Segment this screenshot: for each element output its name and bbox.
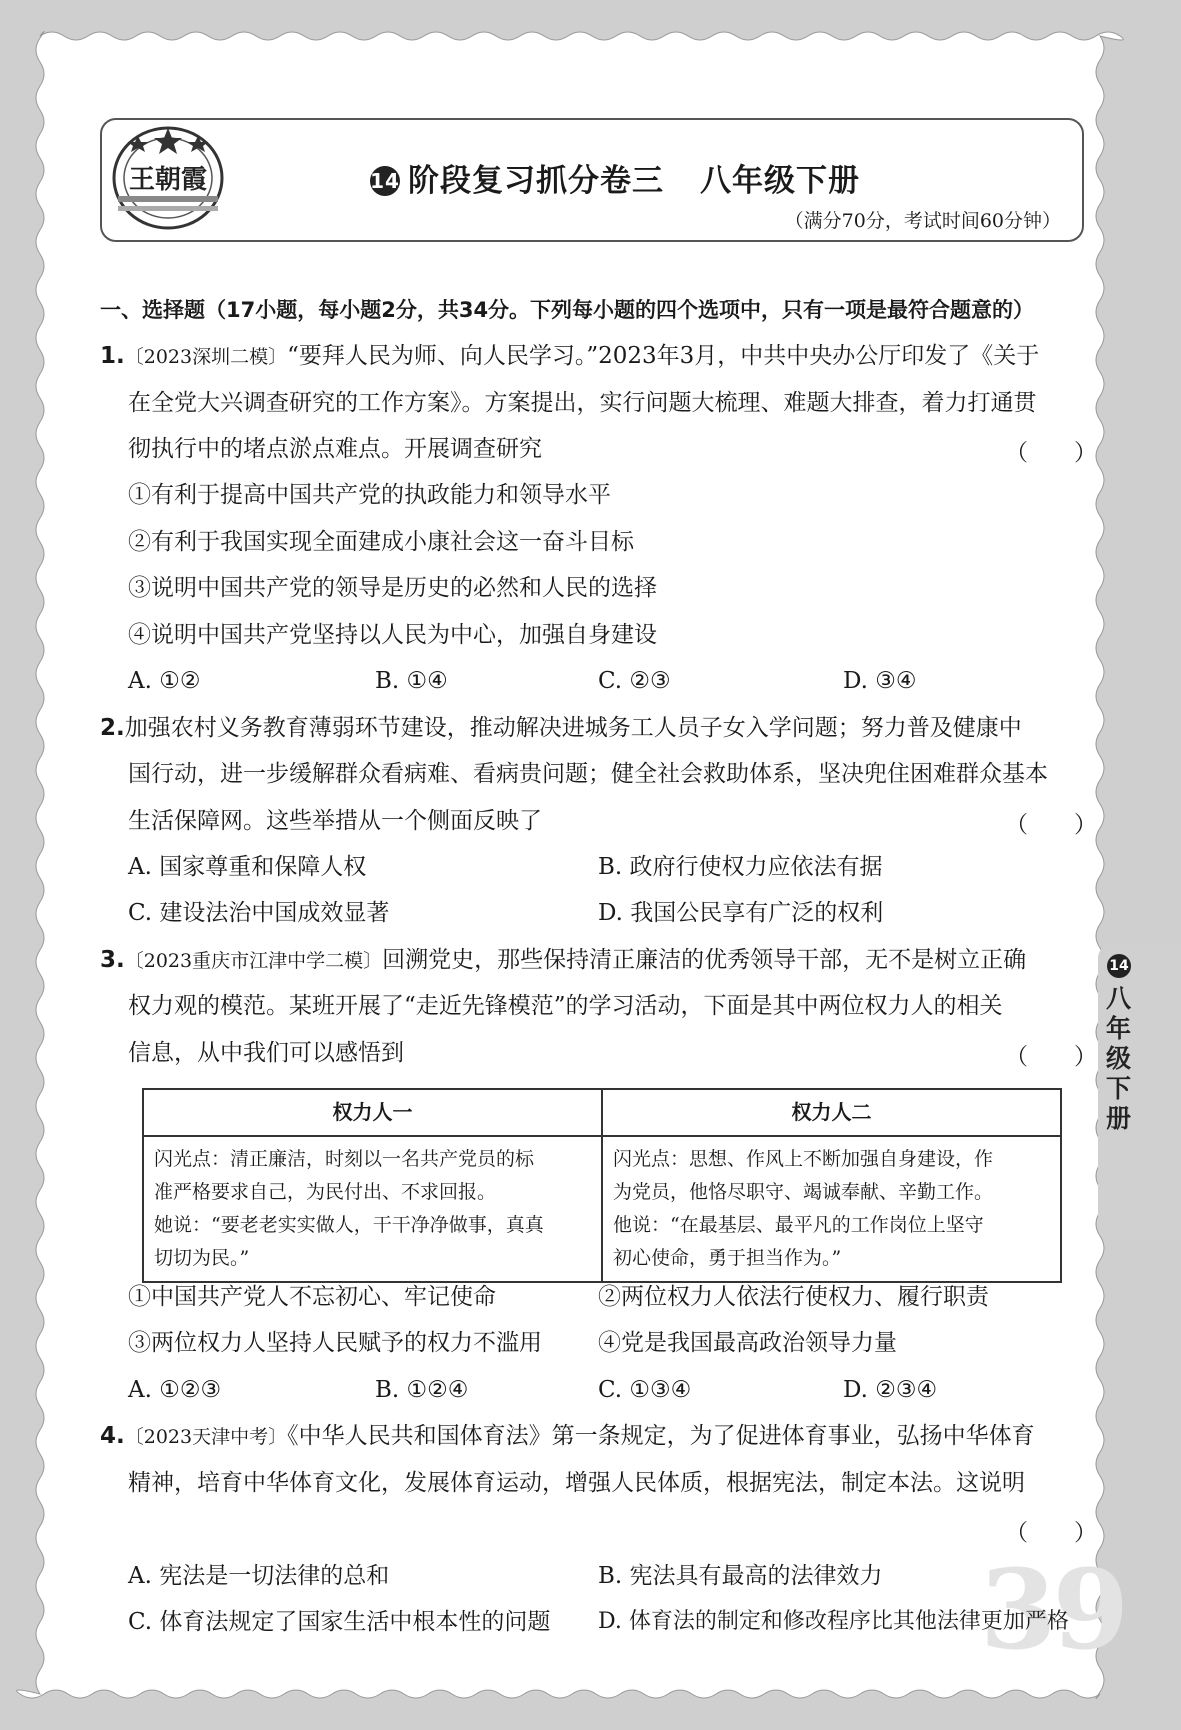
statement-item: ④党是我国最高政治领导力量 <box>598 1330 897 1356</box>
option-a: A. 宪法是一切法律的总和 <box>128 1563 390 1589</box>
statement-item: ①中国共产党人不忘初心、牢记使命 <box>128 1284 496 1310</box>
table-line: 准严格要求自己，为民付出、不求回报。 <box>154 1181 497 1203</box>
option-a: A. ①② <box>128 668 201 694</box>
question-text: 生活保障网。这些举措从一个侧面反映了 <box>128 808 542 834</box>
info-table <box>142 1088 1062 1283</box>
table-line: 切切为民。” <box>154 1247 250 1269</box>
option-b: B. 宪法具有最高的法律效力 <box>598 1563 883 1589</box>
question-text: 精神，培育中华体育文化，发展体育运动，增强人民体质，根据宪法，制定本法。这说明 <box>128 1470 1025 1496</box>
option-a: A. ①②③ <box>128 1377 222 1403</box>
title-grade: 八年级下册 <box>700 163 860 199</box>
answer-blank: （ ） <box>1005 440 1097 466</box>
statement-item: ③说明中国共产党的领导是历史的必然和人民的选择 <box>128 575 657 601</box>
volume-number-badge: 14 <box>370 166 400 196</box>
option-b: B. ①④ <box>375 668 448 694</box>
option-c: C. 建设法治中国成效显著 <box>128 900 390 926</box>
option-d: D. 我国公民享有广泛的权利 <box>598 900 884 926</box>
page-number: 39 <box>980 1545 1126 1674</box>
option-d: D. ③④ <box>843 668 917 694</box>
table-cell-col1 <box>143 1136 602 1282</box>
statement-item: ③两位权力人坚持人民赋予的权力不滥用 <box>128 1330 542 1356</box>
question-3 <box>100 945 1026 976</box>
option-c: C. ②③ <box>598 668 671 694</box>
table-header-col2: 权力人二 <box>602 1089 1061 1136</box>
question-text: “要拜人民为师、向人民学习。”2023年3月，中共中央办公厅印发了《关于 <box>287 343 1040 369</box>
table-header-col1: 权力人一 <box>143 1089 602 1136</box>
option-a: A. 国家尊重和保障人权 <box>128 854 367 880</box>
answer-blank: （ ） <box>1005 812 1097 838</box>
question-number: 4. <box>100 1423 125 1449</box>
statement-item: ④说明中国共产党坚持以人民为中心，加强自身建设 <box>128 622 657 648</box>
statement-item: ②两位权力人依法行使权力、履行职责 <box>598 1284 989 1310</box>
logo-text: 王朝霞 <box>128 165 208 195</box>
question-text: 《中华人民共和国体育法》第一条规定，为了促进体育事业，弘扬中华体育 <box>287 1423 1035 1449</box>
option-d: D. ②③④ <box>843 1377 938 1403</box>
question-4 <box>100 1421 1035 1452</box>
question-text: 在全党大兴调查研究的工作方案》。方案提出，实行问题大梳理、难题大排查，着力打通贯 <box>128 390 1037 416</box>
question-2 <box>100 713 1022 743</box>
table-line: 闪光点：清正廉洁，时刻以一名共产党员的标 <box>154 1148 535 1170</box>
side-tab-label: 八年级下册 <box>1106 984 1132 1133</box>
page-title <box>370 155 860 200</box>
answer-blank: （ ） <box>1005 1044 1097 1070</box>
side-tab-number: 14 <box>1107 954 1131 978</box>
option-c: C. 体育法规定了国家生活中根本性的问题 <box>128 1609 551 1635</box>
table-line: 她说：“要老老实实做人，干干净净做事，真真 <box>154 1214 544 1236</box>
question-text: 国行动，进一步缓解群众看病难、看病贵问题；健全社会救助体系，坚决兜住困难群众基本 <box>128 761 1048 787</box>
option-b: B. ①②④ <box>375 1377 469 1403</box>
statement-item: ②有利于我国实现全面建成小康社会这一奋斗目标 <box>128 529 634 555</box>
question-number: 2. <box>100 715 125 741</box>
answer-blank: （ ） <box>1005 1520 1097 1546</box>
table-cell-col2 <box>602 1136 1061 1282</box>
title-main: 阶段复习抓分卷三 <box>408 163 664 199</box>
table-line: 闪光点：思想、作风上不断加强自身建设，作 <box>613 1148 994 1170</box>
question-text: 加强农村义务教育薄弱环节建设，推动解决进城务工人员子女入学问题；努力普及健康中 <box>124 715 1022 741</box>
question-number: 3. <box>100 947 125 973</box>
question-number: 1. <box>100 343 125 369</box>
source-tag: 〔2023天津中考〕 <box>124 1426 288 1448</box>
question-text: 信息，从中我们可以感悟到 <box>128 1040 404 1066</box>
option-b: B. 政府行使权力应依法有据 <box>598 854 883 880</box>
logo-emblem <box>108 122 228 234</box>
source-tag: 〔2023重庆市江津中学二模〕 <box>124 950 383 972</box>
statement-item: ①有利于提高中国共产党的执政能力和领导水平 <box>128 482 611 508</box>
table-line: 他说：“在最基层、最平凡的工作岗位上坚守 <box>613 1214 984 1236</box>
table-line: 初心使命，勇于担当作为。” <box>613 1247 842 1269</box>
section-heading: 一、选择题（17小题，每小题2分，共34分。下列每小题的四个选项中，只有一项是最符合题意的） <box>100 298 1035 322</box>
exam-info: （满分70分，考试时间60分钟） <box>784 210 1061 232</box>
question-1 <box>100 341 1039 372</box>
question-text: 彻执行中的堵点淤点难点。开展调查研究 <box>128 436 542 462</box>
source-tag: 〔2023深圳二模〕 <box>124 346 288 368</box>
table-line: 为党员，他恪尽职守、竭诚奉献、辛勤工作。 <box>613 1181 994 1203</box>
question-text: 权力观的模范。某班开展了“走近先锋模范”的学习活动，下面是其中两位权力人的相关 <box>128 993 1003 1019</box>
question-text: 回溯党史，那些保持清正廉洁的优秀领导干部，无不是树立正确 <box>382 947 1027 973</box>
option-d: D. 体育法的制定和修改程序比其他法律更加严格 <box>598 1609 1069 1634</box>
option-c: C. ①③④ <box>598 1377 692 1403</box>
